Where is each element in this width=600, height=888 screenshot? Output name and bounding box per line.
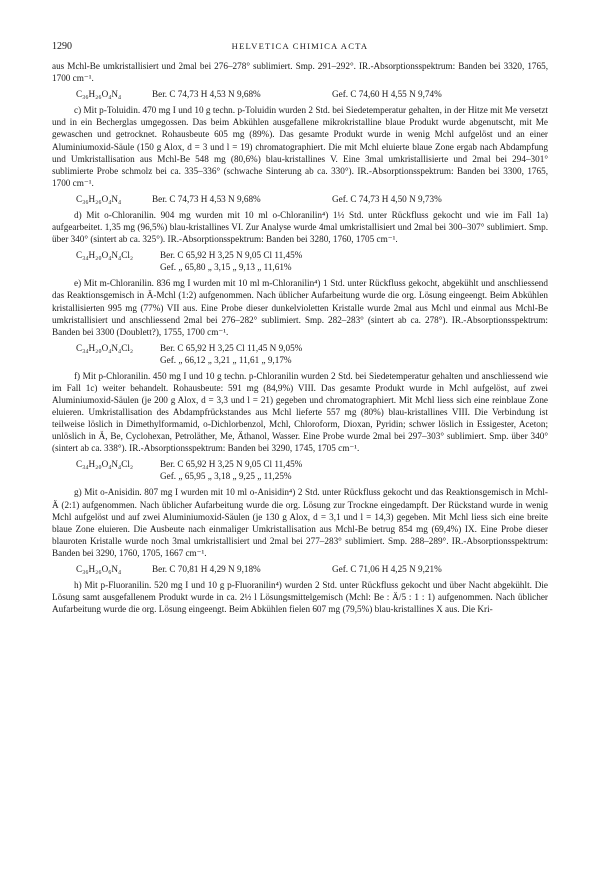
calculated-values: Ber. C 70,81 H 4,29 N 9,18% [152, 564, 261, 574]
molecular-formula: C₃₄H₂₀O₄N₄Cl₂ [76, 459, 134, 470]
journal-title: HELVETICA CHIMICA ACTA [231, 41, 369, 51]
paragraph: f) Mit p-Chloranilin. 450 mg I und 10 g techn. p-Chloranilin wurden 2 Std. bei Siedetemperatur gehalten und anschliessend wie im Fall 1c) weiter behandelt. Rohausbeute: 591 mg (84,9%) VIII. Das gesamte Produkt wurde in Mchl aufgelöst, auf zwei Aluminiumoxid-Säulen (je 200 g Alox, d = 3,3 und l = 21) gegeben und chromatographiert. Mit Mchl liess sich eine reinblaue Zone eluieren. Umkristallisation des Abdampfrückstandes aus Mchl lieferte 557 mg (80%) blau-kristallines VIII. Die Verbindung ist teilweise löslich in Dimethylformamid, o-Dichlorbenzol, Mchl, Chloroform, Dioxan, Pyridin; schwer löslich in Essigester, Aceton; unlöslich in Ä, Be, Cyclohexan, Petroläther, Me, Äthanol, Wasser. Eine Probe wurde 2mal bei 297–303° sublimiert. Smp. über 340° (sintert ab ca. 338°). IR.-Absorptionsspektrum: Banden bei 3290, 1745, 1705 cm⁻¹. [52, 370, 548, 454]
molecular-formula: C₃₄H₂₀O₄N₄Cl₂ [76, 250, 134, 261]
calculated-values: Ber. C 65,92 H 3,25 N 9,05 Cl 11,45% [160, 459, 303, 470]
found-values: Gef. C 74,73 H 4,50 N 9,73% [332, 193, 442, 204]
page-number: 1290 [52, 41, 72, 52]
elemental-analysis [76, 193, 548, 205]
found-values: Gef. C 74,60 H 4,55 N 9,74% [332, 89, 442, 100]
analysis-values [160, 458, 302, 482]
elemental-analysis [76, 342, 548, 366]
calculated-values: Ber. C 65,92 H 3,25 Cl 11,45 N 9,05% [160, 342, 303, 353]
elemental-analysis [76, 563, 548, 575]
paragraph: d) Mit o-Chloranilin. 904 mg wurden mit 10 ml o-Chloranilin⁴) 1½ Std. unter Rückfluss gekocht und wie im Fall 1a) aufgearbeitet. 1,35 mg (96,5%) blau-kristallines VI. Zur Analyse wurde 4mal umkristallisiert und 2mal bei 300–307° sublimiert. Smp. über 340° (sintert ab ca. 325°). IR.-Absorptionsspektrum: Banden bei 3280, 1760, 1705 cm⁻¹. [52, 210, 548, 245]
molecular-formula: C₃₆H₂₆O₆N₄ [76, 564, 122, 574]
molecular-formula: C₃₆H₂₆O₄N₄ [76, 193, 122, 204]
paragraph: h) Mit p-Fluoranilin. 520 mg I und 10 g p-Fluoranilin⁴) wurden 2 Std. unter Rückfluss gekocht und über Nacht abgekühlt. Die Lösung samt ausgefallenem Produkt wurde in ca. 2½ l Lösungsmittelgemisch (Mchl: Be : Ä/5 : 1 : 1) aufgenommen. Nach üblicher Aufarbeitung wurde die org. Lösung eingeengt. Beim Abkühlen fielen 607 mg (79,5%) blau-kristallines X aus. Die Kri- [52, 580, 548, 615]
molecular-formula: C₃₄H₂₀O₄N₄Cl₂ [76, 342, 134, 353]
calculated-values: Ber. C 65,92 H 3,25 N 9,05 Cl 11,45% [160, 250, 303, 261]
found-values: Gef. „ 65,80 „ 3,15 „ 9,13 „ 11,61% [160, 262, 292, 273]
found-values: Gef. „ 66,12 „ 3,21 „ 11,61 „ 9,17% [160, 354, 292, 365]
elemental-analysis [76, 458, 548, 482]
paragraph: e) Mit m-Chloranilin. 836 mg I wurden mit 10 ml m-Chloranilin⁴) 1 Std. unter Rückfluss gekocht, abgekühlt und anschliessend das Reaktionsgemisch in Ä-Mchl (1:2) aufgenommen. Nach üblicher Aufarbeitung wurde die org. Lösung eingeengt. Beim Abkühlen kristallisierten 995 mg (77%) VII aus. Eine Probe dieser dunkelvioletten Kristalle wurde 2mal aus Mchl und einmal aus Mchl-Be umkristallisiert und anschliessend 2mal bei 276–282° sublimiert. Smp. 282–283° (sintert ab ca. 278°). IR.-Absorptionsspektrum: Banden bei 3300 (Doublett?), 1755, 1700 cm⁻¹. [52, 278, 548, 337]
elemental-analysis [76, 249, 548, 273]
calculated-values: Ber. C 74,73 H 4,53 N 9,68% [152, 89, 261, 100]
analysis-values [160, 342, 302, 366]
paragraph: g) Mit o-Anisidin. 807 mg I wurden mit 10 ml o-Anisidin⁴) 2 Std. unter Rückfluss gekocht und das Reaktionsgemisch in Mchl-Ä (2:1) aufgenommen. Nach üblicher Aufarbeitung wurde die org. Lösung zur Trockne eingedampft. Der Rückstand wurde in wenig Mchl aufgelöst und auf zwei Aluminiumoxid-Säulen (je 130 g Alox, d = 3,1 und l = 14,3) gegeben. Mit Mchl liess sich eine breite blaue Zone eluieren. Die Ausbeute nach einmaliger Umkristallisation aus Mchl-Be betrug 854 mg (69,4%) IX. Eine Probe dieser blauroten Kristalle wurde noch 3mal umkristallisiert und 2mal bei 277–283° sublimiert. Smp. 288–289°. IR.-Absorptionsspektrum: Banden bei 3290, 1760, 1705, 1667 cm⁻¹. [52, 487, 548, 558]
elemental-analysis [76, 88, 548, 100]
document-page [52, 40, 548, 615]
page-body [52, 60, 548, 615]
analysis-values [160, 249, 302, 273]
paragraph: aus Mchl-Be umkristallisiert und 2mal bei 276–278° sublimiert. Smp. 291–292°. IR.-Absorptionsspektrum: Banden bei 3320, 1765, 1700 cm⁻¹. [52, 61, 548, 84]
found-values: Gef. C 71,06 H 4,25 N 9,21% [332, 564, 442, 574]
found-values: Gef. „ 65,95 „ 3,18 „ 9,25 „ 11,25% [160, 471, 292, 482]
molecular-formula: C₃₆H₂₆O₄N₄ [76, 89, 122, 100]
paragraph: c) Mit p-Toluidin. 470 mg I und 10 g techn. p-Toluidin wurden 2 Std. bei Siedetemperatur gehalten, in der Hitze mit Me versetzt und in ein Becherglas umgegossen. Das beim Abkühlen ausgefallene mikrokristalline blaue Produkt wurde abgenutscht, mit Me gewaschen und getrocknet. Rohausbeute 605 mg (89%). Das gesamte Produkt wurde in wenig Mchl aufgelöst und an einer Aluminiumoxid-Säule (150 g Alox, d = 3 und l = 19) chromatographiert. Die mit Mchl eluierte blaue Zone ergab nach Abdampfung und Umkristallisation aus Mchl-Be 548 mg (80,6%) blau-kristallines V. Eine 3mal umkristallisierte und 2mal bei 294–301° sublimierte Probe schmolz bei ca. 335–336° (schwache Sinterung ab ca. 330°). IR.-Absorptionsspektrum: Banden bei 3300, 1765, 1700 cm⁻¹. [52, 105, 548, 188]
page-header [52, 40, 548, 60]
calculated-values: Ber. C 74,73 H 4,53 N 9,68% [152, 193, 261, 204]
